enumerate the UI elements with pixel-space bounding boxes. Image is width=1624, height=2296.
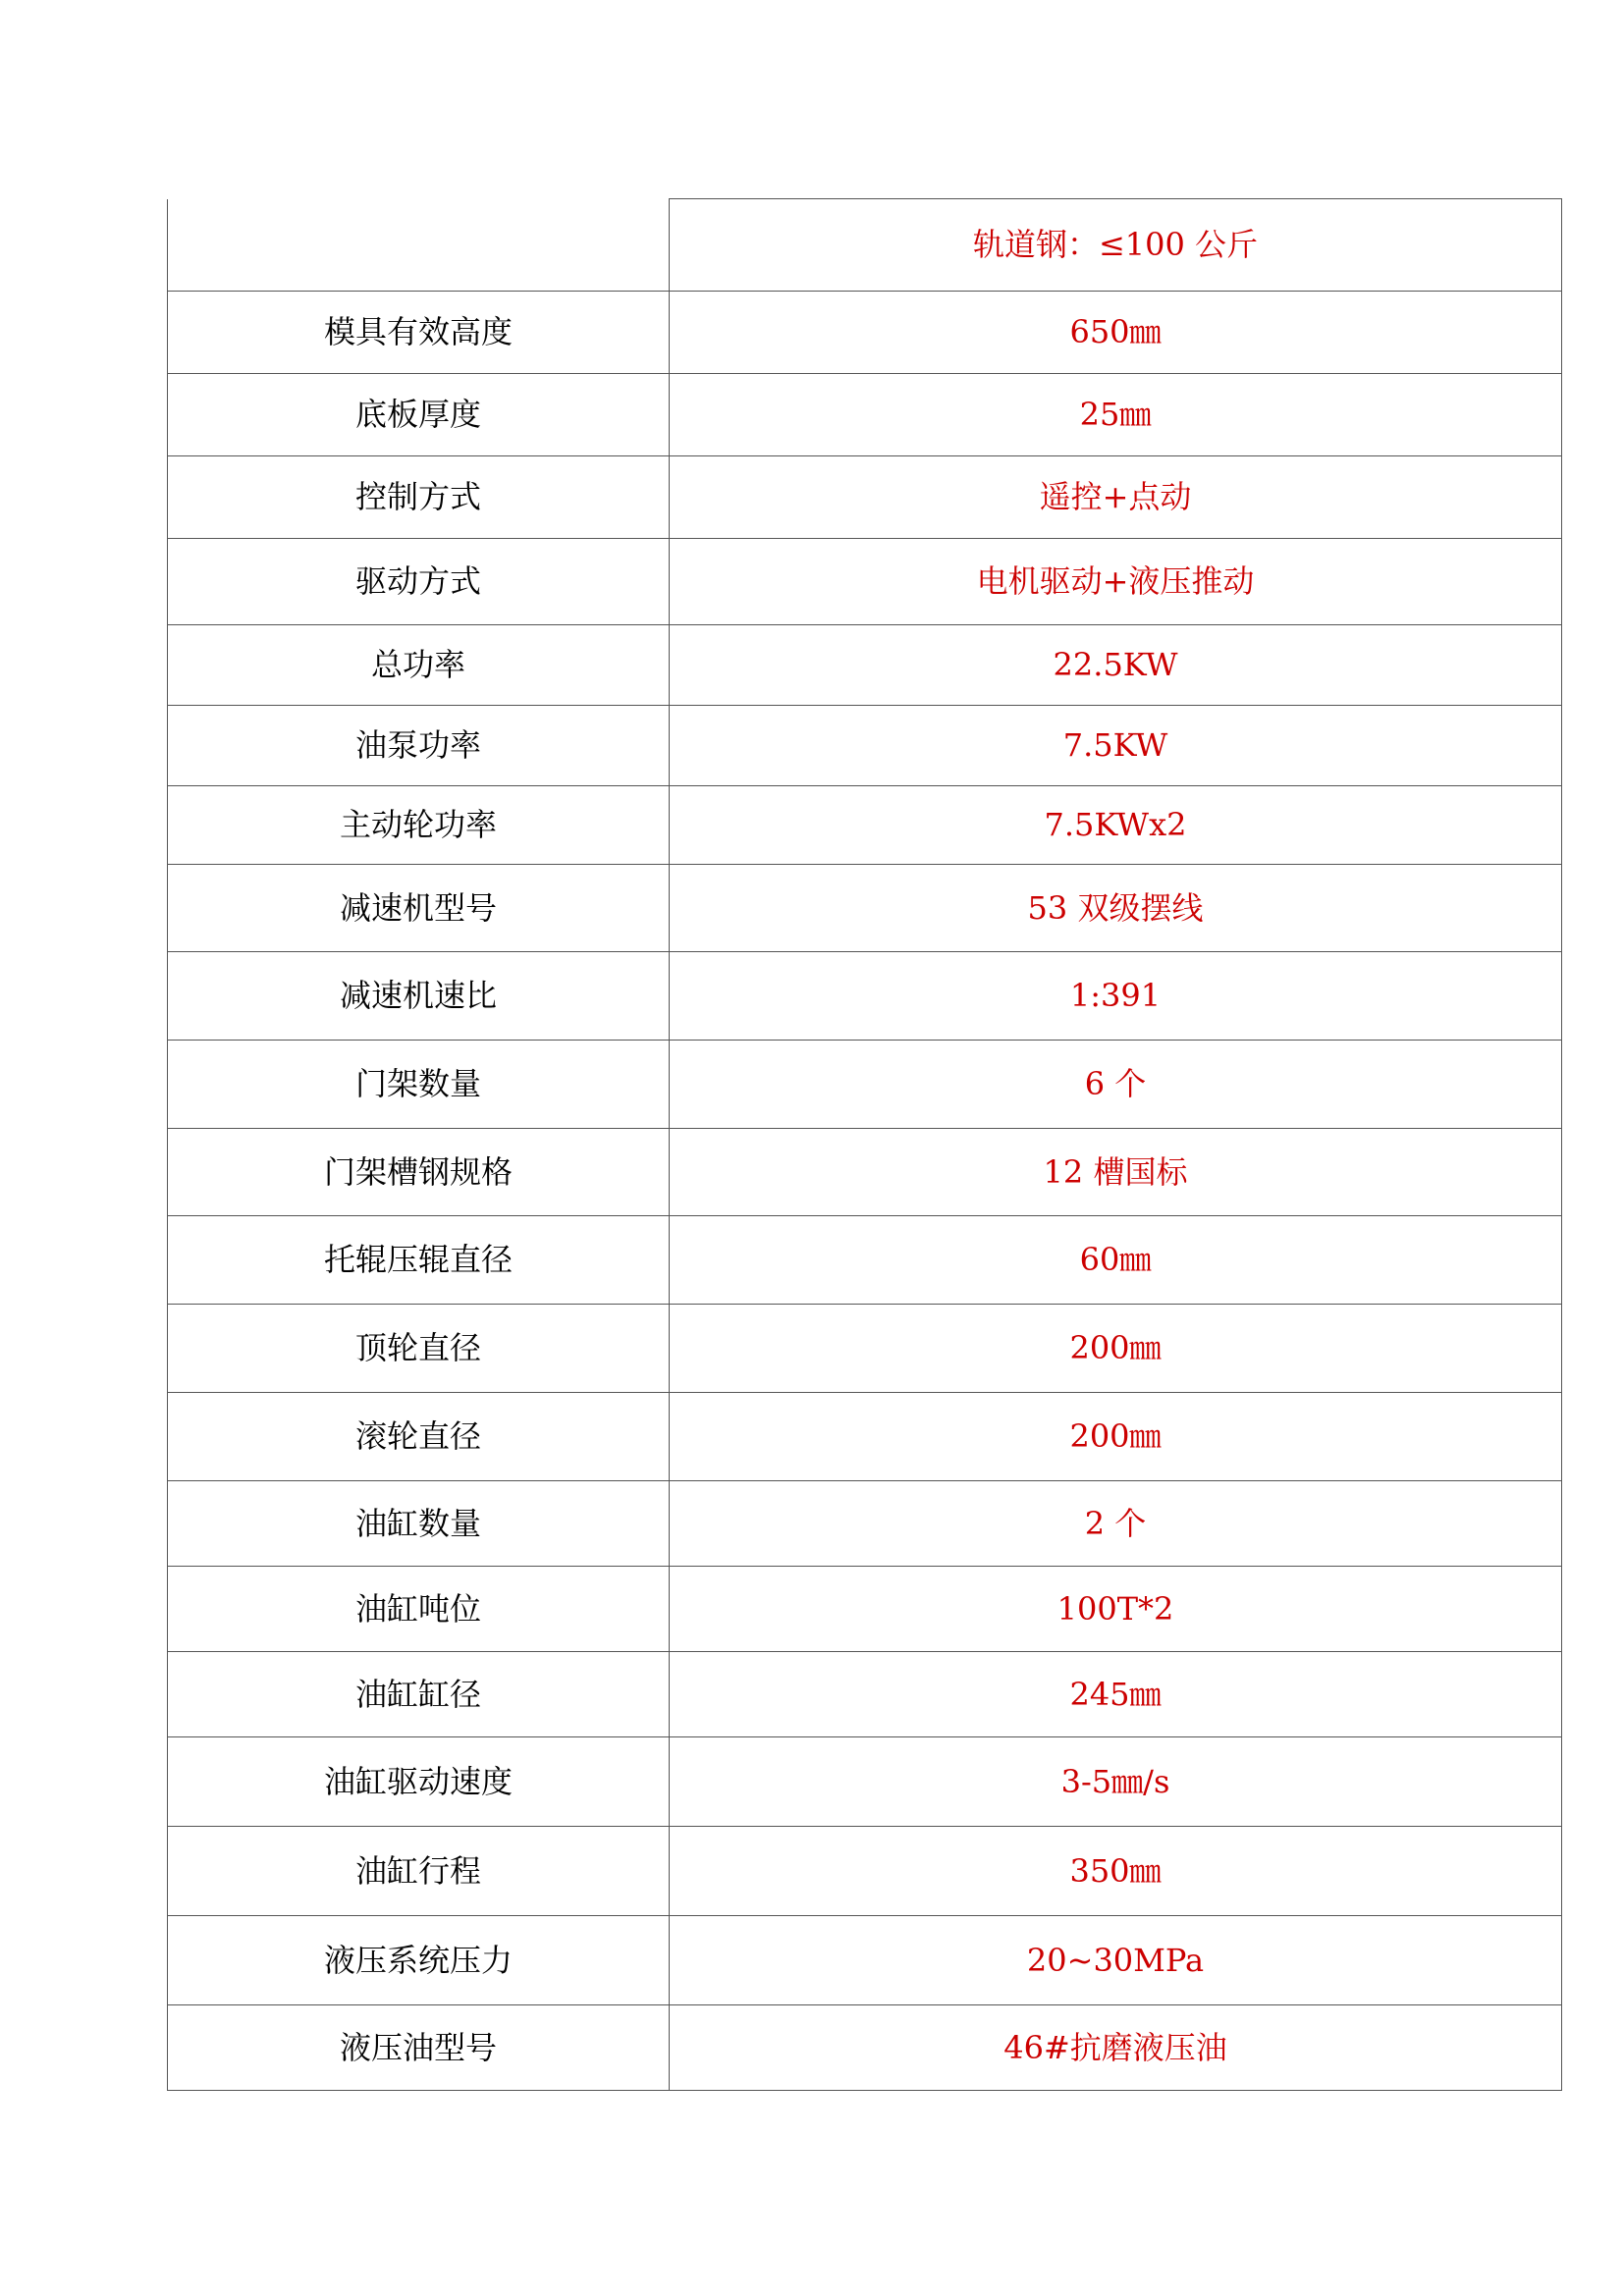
spec-label: 减速机型号	[168, 865, 670, 952]
spec-label	[168, 199, 670, 292]
spec-label: 控制方式	[168, 456, 670, 539]
spec-value: 100T*2	[670, 1567, 1562, 1652]
spec-value: 6 个	[670, 1041, 1562, 1129]
spec-label: 滚轮直径	[168, 1393, 670, 1481]
table-row	[168, 1216, 1562, 1305]
spec-value: 2 个	[670, 1481, 1562, 1567]
spec-label: 油缸驱动速度	[168, 1737, 670, 1827]
spec-value: 245㎜	[670, 1652, 1562, 1737]
spec-value: 25㎜	[670, 374, 1562, 456]
table-row	[168, 625, 1562, 706]
table-row	[168, 1737, 1562, 1827]
spec-label: 油缸行程	[168, 1827, 670, 1916]
spec-value: 200㎜	[670, 1393, 1562, 1481]
table-row	[168, 1129, 1562, 1216]
table-row	[168, 2005, 1562, 2091]
spec-label: 门架槽钢规格	[168, 1129, 670, 1216]
spec-table	[167, 198, 1562, 2091]
table-row	[168, 865, 1562, 952]
spec-value: 200㎜	[670, 1305, 1562, 1393]
spec-value: 12 槽国标	[670, 1129, 1562, 1216]
spec-label: 油泵功率	[168, 706, 670, 786]
table-row	[168, 1567, 1562, 1652]
table-row	[168, 952, 1562, 1041]
spec-value: 650㎜	[670, 292, 1562, 374]
table-row	[168, 1041, 1562, 1129]
spec-label: 减速机速比	[168, 952, 670, 1041]
table-row	[168, 1652, 1562, 1737]
table-row	[168, 706, 1562, 786]
spec-label: 底板厚度	[168, 374, 670, 456]
spec-value: 60㎜	[670, 1216, 1562, 1305]
spec-label: 油缸吨位	[168, 1567, 670, 1652]
spec-label: 驱动方式	[168, 539, 670, 625]
table-row	[168, 1393, 1562, 1481]
spec-label: 门架数量	[168, 1041, 670, 1129]
spec-value: 53 双级摆线	[670, 865, 1562, 952]
table-row	[168, 199, 1562, 292]
spec-value: 电机驱动+液压推动	[670, 539, 1562, 625]
spec-value: 3-5㎜/s	[670, 1737, 1562, 1827]
spec-label: 总功率	[168, 625, 670, 706]
table-row	[168, 456, 1562, 539]
table-row	[168, 1481, 1562, 1567]
spec-value: 轨道钢：≤100 公斤	[670, 199, 1562, 292]
spec-label: 液压油型号	[168, 2005, 670, 2091]
spec-value: 22.5KW	[670, 625, 1562, 706]
table-row	[168, 786, 1562, 865]
spec-label: 主动轮功率	[168, 786, 670, 865]
spec-label: 油缸缸径	[168, 1652, 670, 1737]
table-row	[168, 292, 1562, 374]
spec-label: 托辊压辊直径	[168, 1216, 670, 1305]
spec-value: 7.5KWx2	[670, 786, 1562, 865]
spec-label: 液压系统压力	[168, 1916, 670, 2005]
spec-label: 模具有效高度	[168, 292, 670, 374]
table-row	[168, 1916, 1562, 2005]
spec-value: 20~30MPa	[670, 1916, 1562, 2005]
spec-value: 1:391	[670, 952, 1562, 1041]
table-row	[168, 539, 1562, 625]
table-row	[168, 1827, 1562, 1916]
table-row	[168, 1305, 1562, 1393]
spec-label: 顶轮直径	[168, 1305, 670, 1393]
spec-value: 遥控+点动	[670, 456, 1562, 539]
table-row	[168, 374, 1562, 456]
spec-label: 油缸数量	[168, 1481, 670, 1567]
spec-value: 7.5KW	[670, 706, 1562, 786]
spec-value: 350㎜	[670, 1827, 1562, 1916]
spec-value: 46#抗磨液压油	[670, 2005, 1562, 2091]
